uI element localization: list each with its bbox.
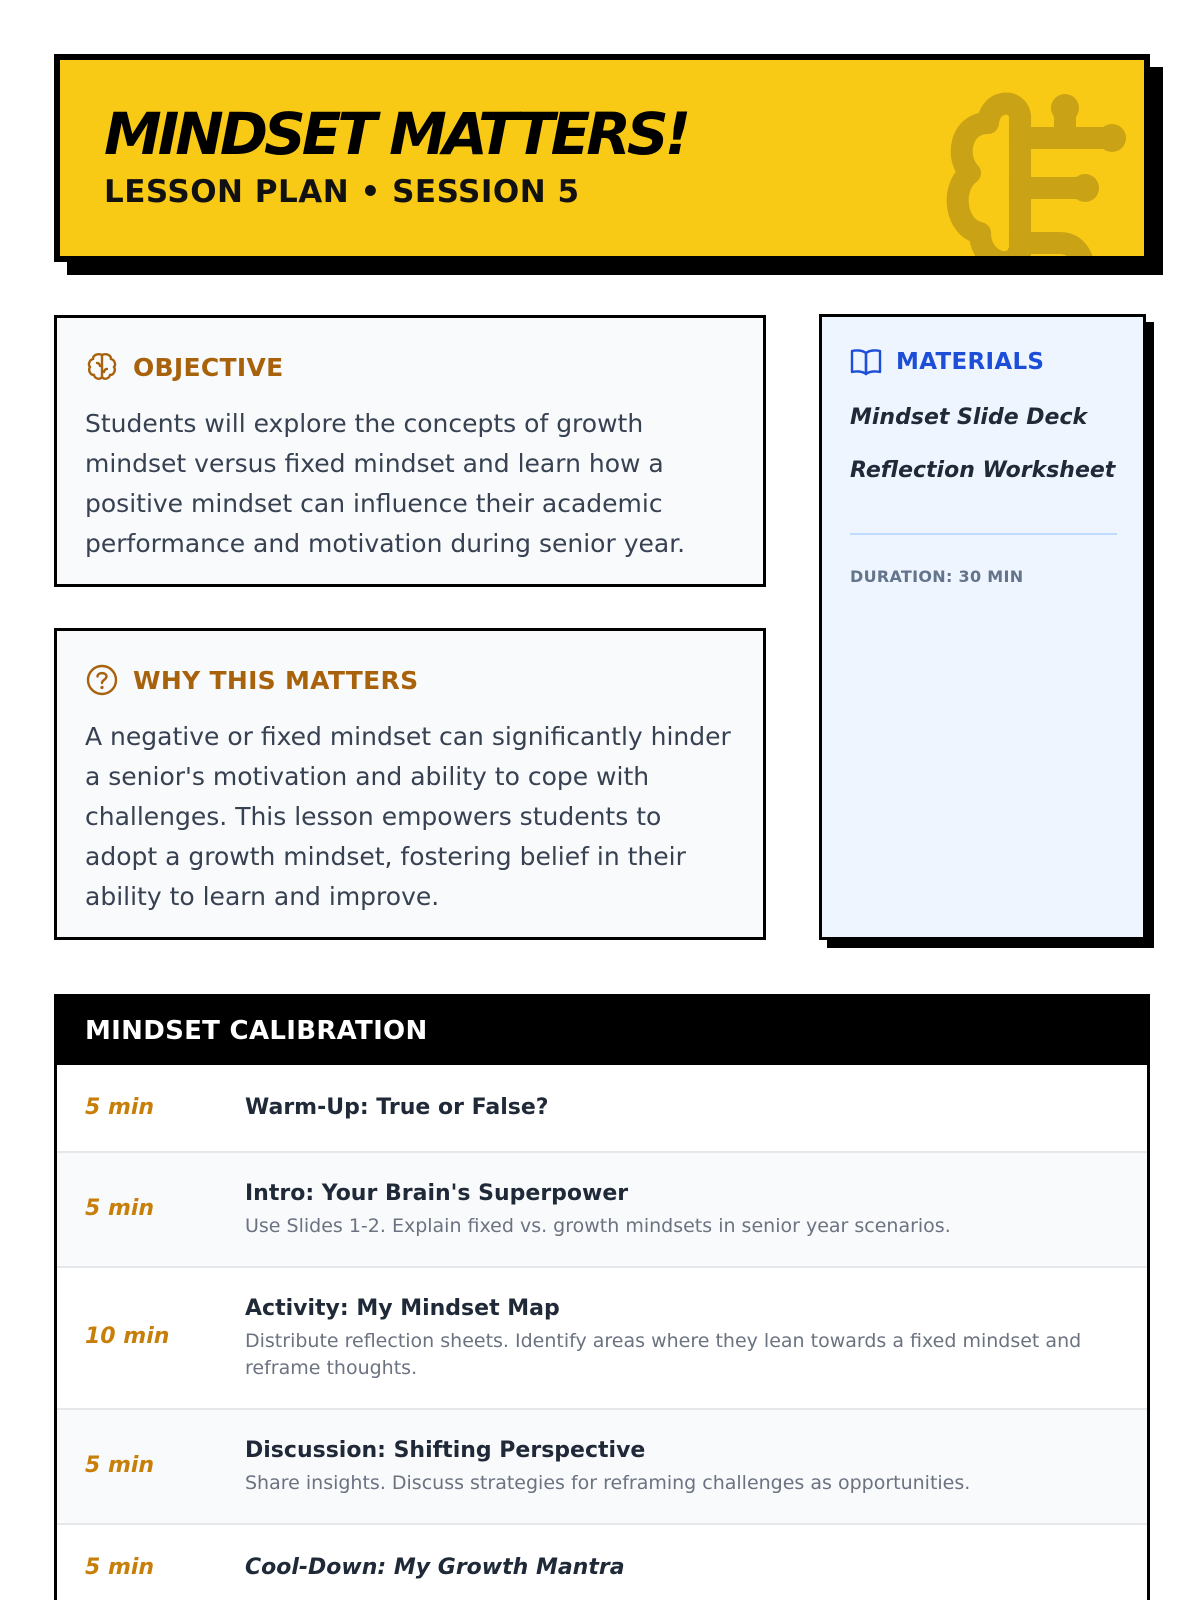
objective-title: OBJECTIVE: [133, 352, 284, 382]
duration-label: DURATION: 30 MIN: [850, 567, 1024, 586]
row-description: Distribute reflection sheets. Identify areas where they lean towards a fixed mindset and reframe thoughts.: [245, 1330, 1082, 1379]
open-book-icon: [850, 347, 882, 377]
material-item: Mindset Slide Deck: [850, 405, 1088, 430]
material-item: Reflection Worksheet: [850, 458, 1116, 483]
row-title: Intro: Your Brain's Superpower: [245, 1181, 629, 1206]
why-title: WHY THIS MATTERS: [133, 665, 419, 695]
table-row: [57, 1525, 1147, 1600]
header-banner: [54, 54, 1150, 262]
row-time: 5 min: [85, 1196, 155, 1221]
materials-card: [819, 314, 1146, 940]
row-title: Activity: My Mindset Map: [245, 1296, 560, 1321]
row-title: Cool-Down: My Growth Mantra: [245, 1555, 625, 1580]
row-title: Warm-Up: True or False?: [245, 1095, 549, 1120]
row-description: Share insights. Discuss strategies for reframing challenges as opportunities.: [245, 1472, 971, 1494]
brain-outline-icon: [85, 350, 119, 384]
page-title: MINDSET MATTERS!: [104, 100, 688, 168]
question-circle-icon: [85, 663, 119, 697]
materials-title: MATERIALS: [896, 349, 1045, 375]
row-time: 5 min: [85, 1095, 155, 1120]
row-time: 5 min: [85, 1555, 155, 1580]
why-header: [85, 663, 418, 697]
table-row: [57, 1268, 1147, 1410]
table-row: [57, 1065, 1147, 1153]
objective-text: Students will explore the concepts of growth mindset versus fixed mindset and learn how a positive mindset can influence their academic performance and motivation during senior year.: [85, 409, 686, 558]
brain-icon: [920, 78, 1130, 262]
row-title: Discussion: Shifting Perspective: [245, 1438, 646, 1463]
why-text: A negative or fixed mindset can significantly hinder a senior's motivation and ability to cope with challenges. This lesson empowers students to adopt a growth mindset, fostering belief in their ability to learn and improve.: [85, 722, 731, 911]
table-row: [57, 1153, 1147, 1268]
row-description: Use Slides 1-2. Explain fixed vs. growth mindsets in senior year scenarios.: [245, 1215, 951, 1237]
table-row: [57, 1410, 1147, 1525]
objective-header: [85, 350, 284, 384]
calibration-table: [54, 994, 1150, 1600]
objective-card: [54, 315, 766, 587]
row-time: 5 min: [85, 1453, 155, 1478]
page-subtitle: LESSON PLAN • SESSION 5: [104, 174, 580, 210]
why-card: [54, 628, 766, 940]
materials-divider: [850, 533, 1117, 535]
row-time: 10 min: [85, 1324, 170, 1349]
materials-header: [850, 347, 1044, 377]
calibration-header: MINDSET CALIBRATION: [57, 997, 1147, 1065]
